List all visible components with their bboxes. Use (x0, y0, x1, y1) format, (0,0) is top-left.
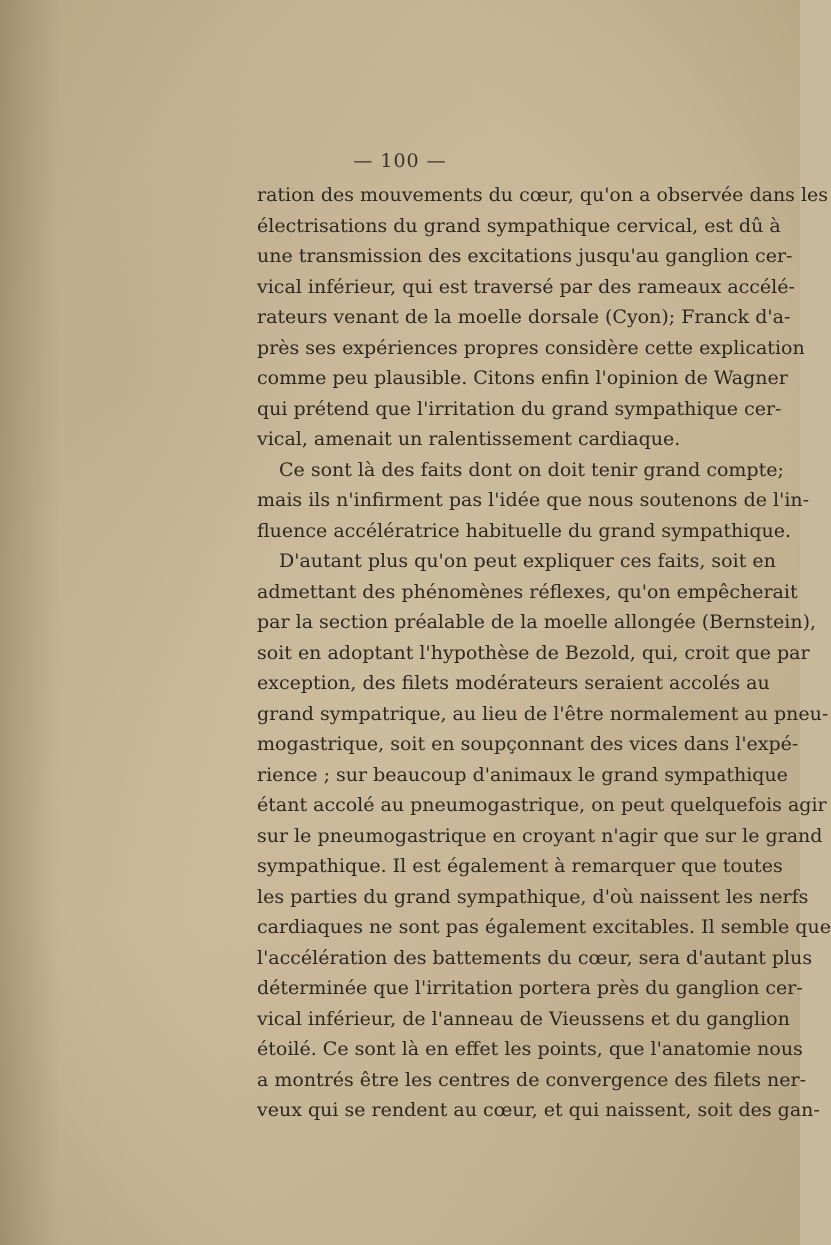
text-line: veux qui se rendent au cœur, et qui naissent, soit des gan- (257, 1099, 820, 1121)
text-line: soit en adoptant l'hypothèse de Bezold, qui, croit que par (257, 641, 810, 664)
text-line: admettant des phénomènes réflexes, qu'on empêcherait (257, 580, 798, 603)
text-line: vical inférieur, qui est traversé par des rameaux accélé- (257, 275, 795, 298)
text-line: cardiaques ne sont pas également excitables. Il semble que (257, 916, 831, 938)
text-line: une transmission des excitations jusqu'au ganglion cer- (257, 245, 793, 267)
text-line: vical inférieur, de l'anneau de Vieussens et du ganglion (257, 1007, 790, 1030)
text-line: grand sympatrique, au lieu de l'être normalement au pneu- (257, 702, 829, 725)
text-line: sur le pneumogastrique en croyant n'agir que sur le grand (257, 824, 823, 847)
text-line: rateurs venant de la moelle dorsale (Cyon); Franck d'a- (257, 306, 791, 328)
text-line: exception, des filets modérateurs seraient accolés au (257, 672, 770, 694)
text-line: rience ; sur beaucoup d'animaux le grand sympathique (257, 763, 788, 786)
page-number: — 100 — (353, 150, 447, 172)
text-line: étant accolé au pneumogastrique, on peut quelquefois agir (257, 794, 827, 816)
text-line: mais ils n'infirment pas l'idée que nous soutenons de l'in- (257, 489, 810, 511)
text-line: ration des mouvements du cœur, qu'on a observée dans les (257, 184, 829, 206)
body-text (257, 180, 831, 1126)
text-line: sympathique. Il est également à remarquer que toutes (257, 855, 783, 877)
text-line: Ce sont là des faits dont on doit tenir grand compte; (279, 458, 784, 481)
text-line: l'accélération des battements du cœur, sera d'autant plus (257, 946, 813, 969)
text-line: a montrés être les centres de convergence des filets ner- (257, 1068, 807, 1091)
text-line: comme peu plausible. Citons enfin l'opinion de Wagner (257, 367, 788, 389)
text-line: les parties du grand sympathique, d'où naissent les nerfs (257, 885, 809, 908)
text-line: près ses expériences propres considère cette explication (257, 336, 805, 359)
text-line: étoilé. Ce sont là en effet les points, que l'anatomie nous (257, 1038, 803, 1060)
text-line: D'autant plus qu'on peut expliquer ces faits, soit en (279, 550, 776, 572)
text-line: qui prétend que l'irritation du grand sympathique cer- (257, 397, 782, 420)
text-line: vical, amenait un ralentissement cardiaque. (257, 428, 681, 450)
text-line: électrisations du grand sympathique cervical, est dû à (257, 214, 781, 237)
text-line: par la section préalable de la moelle allongée (Bernstein), (257, 611, 817, 633)
text-line: mogastrique, soit en soupçonnant des vices dans l'expé- (257, 733, 799, 755)
page-spine-shadow (0, 0, 60, 1245)
text-line: fluence accélératrice habituelle du grand sympathique. (257, 519, 792, 542)
text-line: déterminée que l'irritation portera près du ganglion cer- (257, 977, 803, 999)
